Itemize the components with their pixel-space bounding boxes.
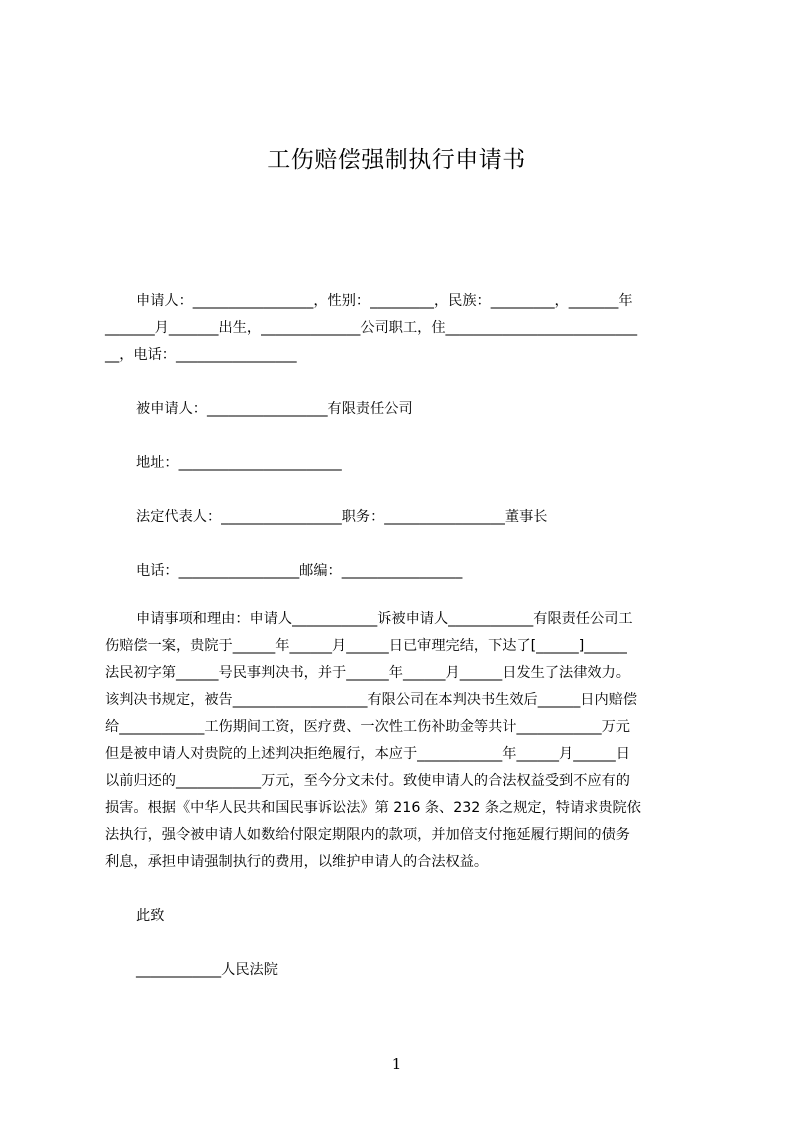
legal-representative-line: 法定代表人：_________________职务：_________________董事长	[136, 509, 548, 525]
reasons-line-8: 损害。根据《中华人民共和国民事诉讼法》第 216 条、232 条之规定，特请求贵院依	[105, 800, 641, 816]
reasons-line-3: 法民初字第______号民事判决书，并于______年______月______日发生了法律效力。	[105, 665, 630, 681]
court-line: ____________人民法院	[136, 962, 278, 978]
reasons-line-4: 该判决书规定，被告___________________有限公司在本判决书生效后______日内赔偿	[105, 692, 638, 708]
respondent-line: 被申请人：_________________有限责任公司	[136, 401, 413, 417]
reasons-line-2: 伤赔偿一案，贵院于______年______月______日已审理完结，下达了[______]______	[105, 638, 627, 654]
page-title: 工伤赔偿强制执行申请书	[267, 147, 526, 173]
address-line: 地址：_______________________	[136, 455, 342, 471]
reasons-line-5: 给____________工伤期间工资，医疗费、一次性工伤补助金等共计____________万元	[105, 719, 630, 735]
applicant-line-1: 申请人：_________________，性别：_________，民族：_________，_______年	[136, 293, 633, 309]
closing-line: 此致	[136, 908, 165, 924]
reasons-line-1: 申请事项和理由：申请人____________诉被申请人____________有限责任公司工	[136, 611, 633, 627]
reasons-line-10: 利息，承担申请强制执行的费用，以维护申请人的合法权益。	[105, 854, 489, 870]
applicant-line-3: __，电话：_________________	[105, 347, 297, 363]
reasons-line-9: 法执行，强令被申请人如数给付限定期限内的款项，并加倍支付拖延履行期间的债务	[105, 827, 630, 843]
phone-zip-line: 电话：_________________邮编：_________________	[136, 563, 463, 579]
page-number: 1	[391, 1055, 402, 1073]
reasons-line-6: 但是被申请人对贵院的上述判决拒绝履行，本应于____________年______月______日	[105, 746, 630, 762]
applicant-line-2: _______月_______出生，______________公司职工，住___________________________	[105, 320, 638, 336]
reasons-line-7: 以前归还的____________万元，至今分文未付。致使申请人的合法权益受到不应有的	[105, 773, 630, 789]
